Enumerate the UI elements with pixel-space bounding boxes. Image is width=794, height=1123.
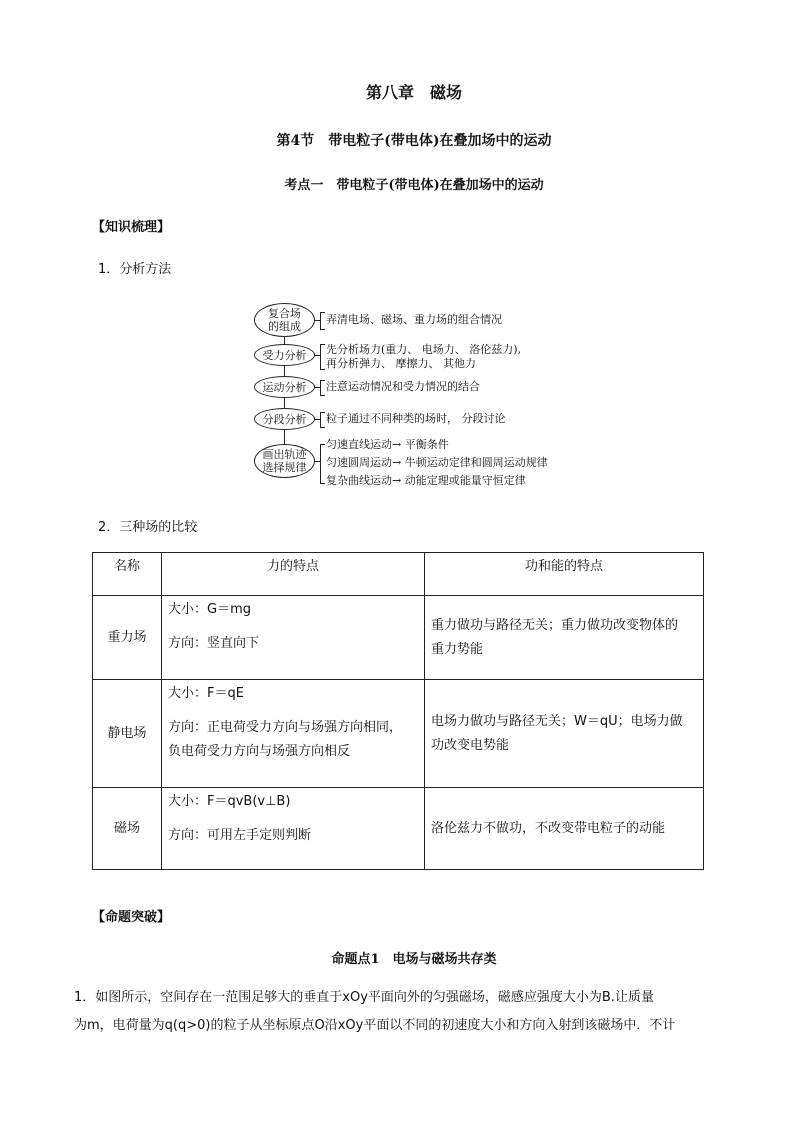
table-cell-name: 重力场	[93, 596, 162, 680]
flow-rule-uniform-circular: 匀速圆周运动→ 牛顿运动定律和圆周运动规律	[326, 456, 548, 469]
table-cell-force: 大小：G＝mg 方向：竖直向下	[162, 596, 425, 680]
table-cell-name: 静电场	[93, 680, 162, 788]
table-cell-name: 磁场	[93, 788, 162, 870]
table-cell-force: 大小：F＝qvB(v⊥B) 方向：可用左手定则判断	[162, 788, 425, 870]
flow-step-segment: 分段分析	[254, 408, 315, 430]
knowledge-heading: 【知识梳理】	[92, 220, 171, 235]
table-header-row	[93, 553, 704, 596]
section-title: 第4节 带电粒子(带电体)在叠加场中的运动	[276, 133, 552, 149]
table-row	[93, 788, 704, 870]
field-comparison-table	[92, 552, 704, 870]
table-cell-force: 大小：F＝qE 方向：正电荷受力方向与场强方向相同， 负电荷受力方向与场强方向相反	[162, 680, 425, 788]
flow-step-segment-text: 粒子通过不同种类的场时， 分段讨论	[326, 412, 506, 425]
flow-step-motion-text: 注意运动情况和受力情况的结合	[326, 380, 480, 393]
flow-rule-uniform-linear: 匀速直线运动→ 平衡条件	[326, 438, 449, 451]
flow-step-trajectory: 画出轨迹 选择规律	[254, 444, 315, 478]
problem-text-line-1: 1．如图所示，空间存在一范围足够大的垂直于xOy平面向外的匀强磁场，磁感应强度大小为B.让质量	[74, 990, 654, 1005]
flow-step-force-text-1: 先分析场力(重力、 电场力、 洛伦兹力),	[326, 343, 522, 356]
table-cell-work: 洛伦兹力不做功，不改变带电粒子的动能	[425, 788, 704, 870]
table-header-cell: 名称	[93, 553, 162, 596]
table-cell-work: 电场力做功与路径无关；W＝qU；电场力做 功改变电势能	[425, 680, 704, 788]
flow-step-force-text-2: 再分析弹力、 摩擦力、 其他力	[326, 357, 476, 370]
flow-step-motion: 运动分析	[254, 376, 315, 398]
item-analysis-method: 1．分析方法	[98, 262, 172, 277]
flow-rule-complex-curve: 复杂曲线运动→ 动能定理或能量守恒定律	[326, 474, 526, 487]
mingti-point-title: 命题点1 电场与磁场共存类	[331, 952, 497, 967]
chapter-title: 第八章 磁场	[365, 83, 462, 102]
table-row	[93, 596, 704, 680]
kaodian-title: 考点一 带电粒子(带电体)在叠加场中的运动	[284, 178, 544, 193]
item-three-fields: 2．三种场的比较	[98, 520, 198, 535]
table-cell-work: 重力做功与路径无关；重力做功改变物体的 重力势能	[425, 596, 704, 680]
mingti-heading: 【命题突破】	[92, 910, 171, 925]
problem-text-line-2: 为m，电荷量为q(q>0)的粒子从坐标原点O沿xOy平面以不同的初速度大小和方向入射到该磁场中．不计	[74, 1018, 676, 1033]
table-header-cell: 力的特点	[162, 553, 425, 596]
table-header-cell: 功和能的特点	[425, 553, 704, 596]
flow-step-force: 受力分析	[254, 344, 315, 366]
table-row	[93, 680, 704, 788]
flow-step-composition-text: 弄清电场、磁场、重力场的组合情况	[326, 313, 502, 326]
flow-step-composition: 复合场 的组成	[254, 303, 315, 337]
